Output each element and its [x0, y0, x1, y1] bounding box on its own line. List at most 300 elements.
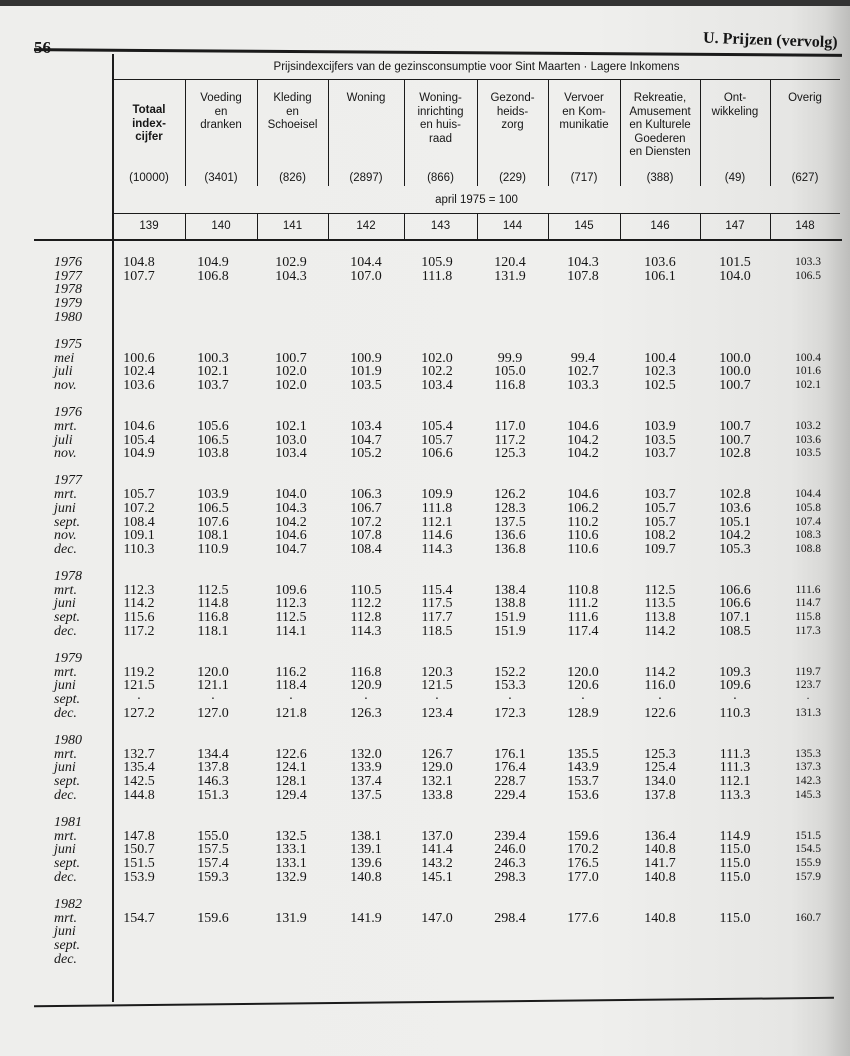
cell-value: 159.6: [197, 910, 229, 926]
cell-value: 132.7: [123, 746, 155, 762]
cell-value: 112.3: [123, 582, 155, 598]
cell-value: 136.4: [644, 828, 676, 844]
cell-value: 111.8: [421, 500, 453, 516]
cell-value: ·: [210, 692, 216, 708]
cell-value: 105.3: [719, 541, 751, 557]
cell-value: 120.4: [494, 255, 526, 270]
cell-value: 103.4: [275, 446, 307, 462]
cell-value: 109.6: [719, 678, 751, 694]
cell-value: 298.4: [494, 910, 526, 926]
cell-value: 104.3: [275, 268, 307, 284]
column-number: 146: [650, 220, 670, 232]
column-number: 143: [430, 220, 451, 232]
cell-value: 120.6: [567, 678, 599, 694]
column-header-line: index-: [132, 117, 166, 130]
cell-value: 103.9: [644, 418, 676, 434]
cell-value: 128.3: [494, 500, 526, 516]
cell-value: 102.8: [719, 487, 751, 503]
cell-value: ·: [806, 693, 810, 706]
cell-value: 123.4: [421, 705, 453, 721]
cell-value: 127.2: [123, 705, 155, 721]
cell-value: 112.2: [350, 596, 382, 612]
cell-value: 177.6: [567, 910, 599, 926]
cell-value: 105.8: [795, 501, 821, 514]
cell-value: 122.6: [644, 705, 676, 721]
cell-value: 151.9: [494, 610, 526, 626]
column-weight: (3401): [204, 172, 238, 184]
table-row: [0, 939, 850, 953]
row-label: 1975: [54, 336, 82, 352]
cell-value: 110.3: [719, 705, 751, 721]
table-row: [0, 570, 850, 584]
cell-value: 106.7: [350, 500, 382, 516]
cell-value: 103.2: [795, 419, 821, 432]
cell-value: 112.5: [197, 582, 229, 598]
column-header: [257, 84, 328, 170]
cell-value: 140.8: [644, 910, 676, 926]
cell-value: 114.9: [719, 828, 751, 844]
column-header-line: en: [214, 105, 228, 118]
cell-value: 110.6: [567, 528, 599, 544]
table-row: [0, 611, 850, 625]
cell-value: 126.7: [421, 746, 453, 762]
cell-value: 105.1: [719, 514, 751, 530]
table-body: [0, 256, 850, 980]
cell-value: 104.6: [567, 418, 599, 434]
cell-value: 100.4: [644, 350, 676, 366]
cell-value: 128.1: [275, 774, 307, 789]
cell-value: 103.3: [567, 378, 599, 393]
cell-value: 104.6: [567, 487, 599, 503]
cell-value: ·: [507, 692, 513, 708]
cell-value: 102.5: [644, 378, 676, 393]
cell-value: 109.1: [123, 528, 155, 544]
cell-value: 114.6: [421, 528, 453, 544]
cell-value: 106.5: [795, 269, 821, 282]
cell-value: 153.3: [494, 678, 526, 694]
cell-value: 106.6: [719, 582, 751, 598]
row-group: [0, 816, 850, 884]
cell-value: 104.6: [275, 528, 307, 544]
column-header: [620, 84, 700, 170]
cell-value: 112.5: [644, 582, 676, 598]
row-label: 1980: [54, 309, 82, 325]
cell-value: 114.8: [197, 596, 229, 612]
cell-value: 105.6: [197, 418, 229, 434]
cell-value: 134.0: [644, 774, 676, 789]
cell-value: 104.6: [123, 418, 155, 434]
cell-value: 119.2: [123, 664, 155, 680]
cell-value: 107.7: [123, 268, 155, 284]
cell-value: 102.9: [275, 255, 307, 270]
cell-value: 111.2: [567, 596, 599, 612]
cell-value: 105.7: [644, 514, 676, 530]
column-weight: (2897): [349, 172, 383, 184]
cell-value: 107.1: [719, 610, 751, 626]
row-label: mrt.: [54, 664, 77, 680]
row-label: dec.: [54, 541, 77, 557]
cell-value: 151.3: [197, 787, 229, 803]
column-weight: (49): [724, 172, 746, 184]
cell-value: 176.5: [567, 855, 599, 871]
column-weight: (10000): [129, 172, 169, 184]
table-title: Prijsindexcijfers van de gezinsconsumptie voor Sint Maarten · Lagere Inkomens: [273, 61, 680, 73]
cell-value: 111.6: [567, 610, 599, 626]
column-weight: (229): [499, 172, 526, 184]
cell-value: 105.2: [350, 446, 382, 462]
cell-value: 132.5: [275, 828, 307, 844]
cell-value: 102.0: [421, 350, 453, 366]
cell-value: 229.4: [494, 787, 526, 803]
cell-value: 113.3: [719, 787, 751, 803]
column-header-line: Rekreatie,: [633, 92, 687, 104]
cell-value: 151.5: [123, 855, 155, 871]
cell-value: 123.7: [795, 679, 821, 692]
row-group: [0, 652, 850, 720]
cell-value: 133.1: [275, 855, 307, 871]
cell-value: 107.8: [567, 268, 599, 284]
cell-value: 104.9: [197, 255, 229, 270]
cell-value: 142.3: [795, 775, 821, 787]
cell-value: 114.1: [275, 623, 307, 639]
cell-value: 115.6: [123, 610, 155, 626]
row-label: nov.: [54, 528, 77, 544]
cell-value: 114.3: [350, 623, 382, 639]
row-label: 1977: [54, 473, 82, 489]
cell-value: 159.6: [567, 828, 599, 844]
column-header: [185, 84, 257, 170]
cell-value: 103.6: [123, 378, 155, 393]
cell-value: 107.2: [350, 514, 382, 530]
cell-value: 159.3: [197, 869, 229, 885]
cell-value: 107.2: [123, 500, 155, 516]
cell-value: 100.4: [795, 351, 821, 364]
column-header-line: en huis-: [420, 119, 461, 131]
cell-value: 117.3: [795, 624, 821, 637]
cell-value: 147.0: [421, 910, 453, 926]
row-label: mrt.: [54, 582, 77, 598]
row-group: [0, 734, 850, 802]
cell-value: 145.3: [795, 788, 821, 801]
column-weight: (717): [570, 172, 598, 184]
cell-value: 107.6: [197, 514, 229, 530]
column-header-line: zorg: [501, 119, 524, 131]
cell-value: 104.7: [275, 541, 307, 557]
cell-value: 115.0: [719, 869, 751, 885]
row-label: mrt.: [54, 828, 77, 844]
cell-value: 118.1: [197, 623, 229, 639]
cell-value: 131.9: [275, 910, 307, 926]
cell-value: 106.8: [197, 268, 229, 284]
row-group: [0, 256, 850, 324]
cell-value: 145.1: [421, 869, 453, 885]
column-header-line: cijfer: [135, 131, 163, 143]
cell-value: 118.4: [275, 678, 307, 694]
column-header-line: Kleding: [273, 92, 312, 104]
cell-value: 136.8: [494, 541, 526, 557]
cell-value: 113.5: [644, 596, 676, 612]
cell-value: 137.8: [644, 787, 676, 803]
cell-value: 155.0: [197, 828, 229, 844]
table-row: [0, 652, 850, 666]
column-header-line: munikatie: [559, 119, 609, 131]
cell-value: 103.4: [421, 378, 453, 393]
cell-value: 143.9: [567, 760, 599, 776]
cell-value: 133.1: [275, 842, 307, 858]
cell-value: 107.0: [350, 268, 382, 284]
cell-value: 107.8: [350, 528, 382, 544]
cell-value: ·: [288, 692, 294, 708]
cell-value: 120.9: [350, 678, 382, 694]
row-label: juli: [54, 432, 73, 448]
cell-value: 125.4: [644, 760, 676, 776]
cell-value: 129.0: [421, 760, 453, 776]
row-label: sept.: [54, 774, 81, 789]
table-row: [0, 434, 850, 448]
cell-value: 109.3: [719, 664, 751, 680]
cell-value: 140.8: [350, 869, 382, 885]
cell-value: 121.8: [275, 705, 307, 721]
cell-value: 118.5: [421, 623, 453, 639]
cell-value: 150.7: [123, 842, 155, 858]
cell-value: 110.6: [567, 541, 599, 557]
table-row: [0, 270, 850, 284]
row-group: [0, 570, 850, 638]
column-header-line: Amusement: [629, 105, 691, 118]
column-header-line: Woning: [346, 92, 386, 104]
cell-value: 102.8: [719, 446, 751, 462]
table-row: [0, 748, 850, 762]
cell-value: 113.8: [644, 610, 676, 626]
cell-value: 106.6: [719, 596, 751, 612]
row-label: sept.: [54, 692, 81, 708]
cell-value: 103.7: [644, 446, 676, 462]
column-header-line: Goederen: [634, 132, 686, 145]
cell-value: 157.5: [197, 842, 229, 858]
column-header-line: Schoeisel: [267, 119, 318, 131]
table-row: [0, 816, 850, 830]
column-number: 141: [282, 220, 303, 232]
cell-value: 112.1: [719, 774, 751, 789]
cell-value: 151.5: [795, 829, 821, 842]
row-label: sept.: [54, 514, 81, 530]
table-row: [0, 365, 850, 379]
row-label: 1982: [54, 896, 82, 912]
column-header-line: Totaal: [132, 104, 166, 116]
cell-value: ·: [136, 692, 142, 708]
table-row: [0, 761, 850, 775]
cell-value: 121.5: [123, 678, 155, 694]
cell-value: 117.4: [567, 623, 599, 639]
cell-value: 103.9: [197, 487, 229, 503]
cell-value: 103.5: [644, 432, 676, 448]
cell-value: 172.3: [494, 705, 526, 721]
cell-value: 228.7: [494, 774, 526, 789]
table-row: [0, 283, 850, 297]
cell-value: 115.0: [719, 842, 751, 858]
cell-value: 103.4: [350, 418, 382, 434]
cell-value: 103.5: [350, 378, 382, 393]
column-number: 148: [795, 220, 815, 232]
cell-value: 104.9: [123, 446, 155, 462]
row-label: dec.: [54, 869, 77, 885]
cell-value: 135.4: [123, 760, 155, 776]
table-row: [0, 625, 850, 639]
cell-value: 131.3: [795, 706, 821, 719]
cell-value: 108.3: [795, 529, 821, 542]
cell-value: 105.9: [421, 255, 453, 270]
row-label: dec.: [54, 787, 77, 803]
row-group: [0, 338, 850, 393]
row-label: juni: [54, 924, 76, 940]
cell-value: 121.1: [197, 678, 229, 694]
table-row: [0, 857, 850, 871]
cell-value: 110.2: [567, 514, 599, 530]
table-row: [0, 529, 850, 543]
table-row: [0, 338, 850, 352]
row-label: juni: [54, 760, 76, 776]
cell-value: 103.5: [795, 447, 821, 460]
table-row: [0, 488, 850, 502]
table-row: [0, 693, 850, 707]
row-label: 1978: [54, 569, 82, 585]
cell-value: ·: [434, 692, 440, 708]
column-header-line: raad: [428, 132, 453, 145]
row-label: dec.: [54, 705, 77, 721]
cell-value: 111.3: [719, 760, 751, 776]
cell-value: 109.9: [421, 487, 453, 503]
cell-value: 105.7: [123, 487, 155, 503]
cell-value: 105.4: [123, 432, 155, 448]
cell-value: 132.0: [350, 746, 382, 762]
cell-value: 137.8: [197, 760, 229, 776]
row-label: 1979: [54, 296, 82, 312]
cell-value: 102.7: [567, 364, 599, 380]
row-label: dec.: [54, 623, 77, 639]
cell-value: 104.3: [567, 255, 599, 270]
cell-value: 104.2: [567, 446, 599, 462]
cell-value: 246.3: [494, 855, 526, 871]
cell-value: 117.5: [421, 596, 453, 612]
table-row: [0, 830, 850, 844]
cell-value: 100.0: [719, 350, 751, 366]
cell-value: 104.8: [123, 255, 155, 270]
cell-value: 246.0: [494, 842, 526, 858]
cell-value: 140.8: [644, 842, 676, 858]
cell-value: 107.4: [795, 515, 821, 528]
column-header-line: Voeding: [200, 92, 242, 104]
cell-value: 144.8: [123, 787, 155, 803]
cell-value: ·: [657, 692, 663, 708]
column-weight: (388): [646, 172, 674, 184]
row-label: 1976: [54, 405, 82, 421]
cell-value: 141.7: [644, 855, 676, 871]
cell-value: 106.6: [421, 446, 453, 462]
table-row: [0, 898, 850, 912]
cell-value: 143.2: [421, 855, 453, 871]
cell-value: 114.2: [644, 664, 676, 680]
cell-value: 177.0: [567, 869, 599, 885]
table-row: [0, 406, 850, 420]
cell-value: 117.2: [123, 623, 155, 639]
cell-value: 100.0: [719, 364, 751, 380]
cell-value: 101.6: [795, 365, 821, 378]
cell-value: 99.9: [497, 350, 523, 366]
column-header-line: Vervoer: [564, 92, 604, 104]
cell-value: 109.6: [275, 582, 307, 598]
column-header-line: en Kulturele: [629, 119, 691, 131]
cell-value: 102.1: [197, 364, 229, 380]
cell-value: 136.6: [494, 528, 526, 544]
cell-value: 103.6: [719, 500, 751, 516]
cell-value: 116.8: [197, 610, 229, 626]
cell-value: 133.9: [350, 760, 382, 776]
row-label: dec.: [54, 951, 77, 967]
cell-value: 108.1: [197, 528, 229, 544]
table-row: [0, 474, 850, 488]
table-row: [0, 707, 850, 721]
table-bottom-rule: [34, 997, 834, 1007]
cell-value: 108.8: [795, 542, 821, 555]
cell-value: 127.0: [197, 705, 229, 721]
column-header-line: Woning-: [419, 92, 462, 104]
column-header: [113, 84, 185, 164]
cell-value: 125.3: [494, 446, 526, 462]
section-title: U. Prijzen (vervolg): [703, 29, 839, 52]
cell-value: 110.5: [350, 582, 382, 598]
cell-value: 104.3: [275, 500, 307, 516]
row-label: nov.: [54, 378, 77, 393]
cell-value: 139.6: [350, 855, 382, 871]
cell-value: 110.3: [123, 541, 155, 557]
cell-value: 141.4: [421, 842, 453, 858]
column-number: 144: [502, 220, 523, 232]
row-label: juni: [54, 678, 76, 694]
column-number: 142: [356, 220, 376, 232]
cell-value: 152.2: [494, 664, 526, 680]
cell-value: 138.1: [350, 828, 382, 844]
cell-value: 112.3: [275, 596, 307, 612]
cell-value: 102.1: [275, 418, 307, 434]
cell-value: 108.4: [350, 541, 382, 557]
row-label: mrt.: [54, 746, 77, 762]
table-row: [0, 925, 850, 939]
cell-value: 110.9: [197, 541, 229, 557]
cell-value: 135.5: [567, 746, 599, 762]
column-number: 140: [211, 220, 231, 232]
column-header-line: en Diensten: [629, 146, 691, 158]
cell-value: 103.7: [644, 487, 676, 503]
cell-value: 137.0: [421, 828, 453, 844]
cell-value: 117.0: [494, 418, 526, 434]
cell-value: 122.6: [275, 746, 307, 762]
row-group: [0, 406, 850, 461]
cell-value: 125.3: [644, 746, 676, 762]
column-number: 139: [139, 220, 159, 232]
cell-value: 114.2: [123, 596, 155, 612]
column-header-line: en: [286, 105, 299, 118]
table-row: [0, 597, 850, 611]
row-label: juni: [54, 842, 76, 858]
cell-value: 155.9: [795, 856, 821, 869]
cell-value: 139.1: [350, 842, 382, 858]
cell-value: 101.5: [719, 255, 751, 270]
row-label: nov.: [54, 446, 77, 462]
row-label: juni: [54, 500, 76, 516]
column-header: [770, 84, 840, 170]
column-number: 147: [725, 220, 745, 232]
row-group: [0, 474, 850, 556]
